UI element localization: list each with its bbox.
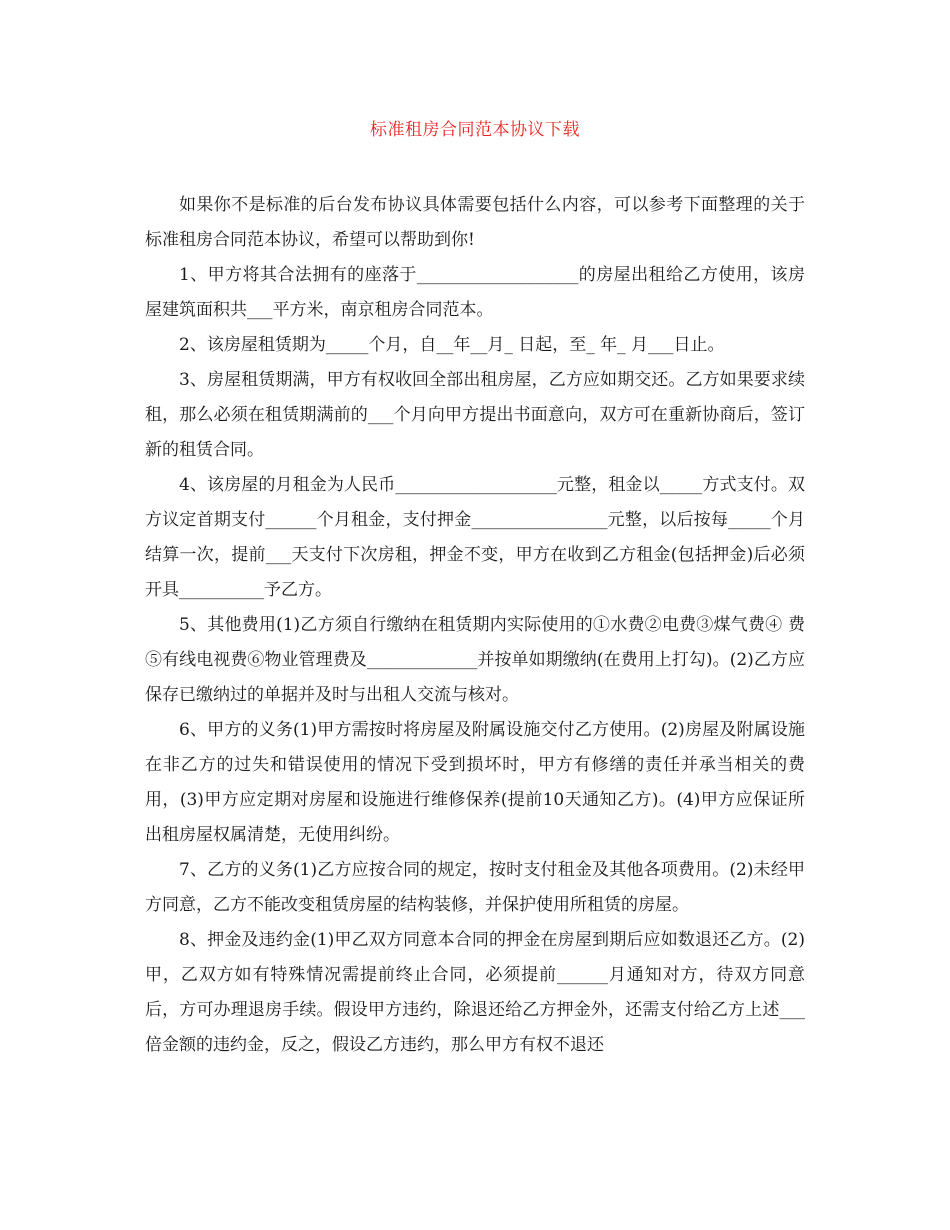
document-page	[145, 118, 805, 1063]
clause-1-paragraph: 1、甲方将其合法拥有的座落于___________________的房屋出租给乙方使用，该房屋建筑面积共___平方米，南京租房合同范本。	[145, 265, 805, 320]
clause-7-paragraph: 7、乙方的义务(1)乙方应按合同的规定，按时支付租金及其他各项费用。(2)未经甲方同意，乙方不能改变租赁房屋的结构装修，并保护使用所租赁的房屋。	[145, 860, 805, 915]
clause-4-paragraph: 4、该房屋的月租金为人民币___________________元整，租金以_____方式支付。双方议定首期支付______个月租金，支付押金________________元整，以后按每_____个月结算一次，提前___天支付下次房租，押金不变，甲方在收到乙方租金(包括押金)后必须开具__________予乙方。	[145, 475, 805, 600]
clause-5-paragraph: 5、其他费用(1)乙方须自行缴纳在租赁期内实际使用的①水费②电费③煤气费④ 费⑤有线电视费⑥物业管理费及_____________并按单如期缴纳(在费用上打勾)。(2)乙方应保存已缴纳过的单据并及时与出租人交流与核对。	[145, 615, 805, 705]
clause-8-paragraph: 8、押金及违约金(1)甲乙双方同意本合同的押金在房屋到期后应如数退还乙方。(2)甲，乙双方如有特殊情况需提前终止合同，必须提前______月通知对方，待双方同意后，方可办理退房手续。假设甲方违约，除退还给乙方押金外，还需支付给乙方上述___倍金额的违约金，反之，假设乙方违约，那么甲方有权不退还	[145, 930, 805, 1055]
intro-paragraph: 如果你不是标准的后台发布协议具体需要包括什么内容，可以参考下面整理的关于标准租房合同范本协议，希望可以帮助到你!	[145, 195, 805, 250]
document-title: 标准租房合同范本协议下载	[370, 120, 580, 140]
clause-2-paragraph: 2、该房屋租赁期为_____个月，自__年__月_ 日起，至_ 年_ 月___日止。	[179, 335, 725, 355]
clause-3-paragraph: 3、房屋租赁期满，甲方有权收回全部出租房屋，乙方应如期交还。乙方如果要求续租，那么必须在租赁期满前的___个月向甲方提出书面意向，双方可在重新协商后，签订新的租赁合同。	[145, 370, 805, 460]
clause-6-paragraph: 6、甲方的义务(1)甲方需按时将房屋及附属设施交付乙方使用。(2)房屋及附属设施在非乙方的过失和错误使用的情况下受到损坏时，甲方有修缮的责任并承当相关的费用，(3)甲方应定期对房屋和设施进行维修保养(提前10天通知乙方)。(4)甲方应保证所出租房屋权属清楚，无使用纠纷。	[145, 720, 805, 845]
